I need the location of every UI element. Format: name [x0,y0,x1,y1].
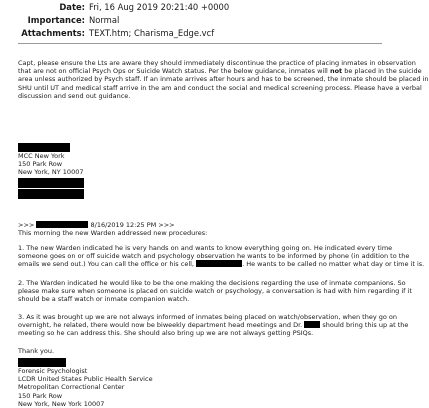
text-line [18,67,422,76]
redacted-signer [18,358,66,367]
quote-date: 8/16/2019 12:25 PM >>> [90,221,175,229]
closing-line: Thank you. [18,347,55,355]
redacted-doctor-name [304,321,320,328]
signature-block-2 [18,367,384,408]
signature-line: MCC New York [18,152,65,160]
redacted-name [18,143,70,152]
text-line: SHU until UT and medical staff arrive in the am and conduct the social and medical screening process. Please have a verbal [18,83,422,92]
text-span: . He wants to be called no matter what day or time it is. [242,260,425,269]
text-line: 1. The new Warden indicated he is very hands on and wants to know everything going on. He indicated every time [18,244,393,252]
text-line: discussion and send out guidance. [18,91,131,100]
text-line: This morning the new Warden addressed new procedures: [18,229,208,238]
procedure-item-2 [18,279,412,304]
text-line: please make sure when someone is placed on suicide watch or psychology, a conversation is had with him regarding if it [18,287,412,296]
signature-line: 150 Park Row [18,160,63,169]
text-line: should be a staff watch or inmate companion watch. [18,295,190,304]
text-span: should bring this up at the [320,321,409,330]
attachments-label: Attachments: [21,28,85,38]
closing [18,347,384,355]
redacted-contact [18,178,84,188]
text-span: emails we send out.) You can call the office or his cell, [18,260,197,269]
text-line [18,260,425,269]
date-label: Date: [59,2,85,12]
instruction-paragraph [18,59,429,100]
text-line: meeting so he can address this. She should also bring up we are not always getting PSIQs. [18,329,314,338]
procedure-item-3 [18,313,409,338]
text-line: 2. The Warden indicated he would like to be the one making the decisions regarding the use of inmate companions. So [18,279,406,287]
text-line [18,321,409,330]
signature-line: New York, New York 10007 [18,399,105,408]
attachments-value[interactable]: TEXT.htm; Charisma_Edge.vcf [89,28,215,38]
redacted-sender [36,221,88,228]
text-line: Capt, please ensure the Lts are aware they should immediately discontinue the practice of placing inmates in observation [18,59,416,67]
header-divider [18,43,382,44]
emphasis-not: not [329,67,343,76]
text-line: area unless authorized by Psych staff. If an inmate arrives after hours and has to be screened, the inmate should be placed in [18,75,429,84]
signature-line: New York, NY 10007 [18,168,84,177]
text-line: 3. As it was brought up we are not always informed of inmates being placed on watch/observation, when they go on [18,313,398,321]
signature-block-1 [18,152,384,177]
quote-prefix: >>> [18,221,35,229]
text-line [18,221,384,229]
redacted-contact [18,189,84,199]
text-span: that are not on official Psych Ops or Suicide Watch status. Per the below guidance, inmates will [18,67,330,76]
signature-line: 150 Park Row [18,391,63,400]
importance-value: Normal [89,15,120,25]
quoted-message-header [18,221,384,237]
signature-line: LCDR United States Public Health Service [18,375,153,384]
procedure-item-1 [18,244,425,269]
text-line: someone goes on or off suicide watch and psychology observation he wants to be informed by phone (in addition to the [18,252,410,261]
signature-line: Forensic Psychologist [18,367,88,375]
redacted-phone [196,260,242,267]
text-span: overnight, he related, there would now be biweekly department head meetings and Dr. [18,321,305,330]
signature-line: Metropolitan Correctional Center [18,383,125,392]
importance-label: Importance: [27,15,85,25]
text-span: be placed in the suicide [342,67,422,76]
date-value: Fri, 16 Aug 2019 20:21:40 +0000 [89,2,230,12]
